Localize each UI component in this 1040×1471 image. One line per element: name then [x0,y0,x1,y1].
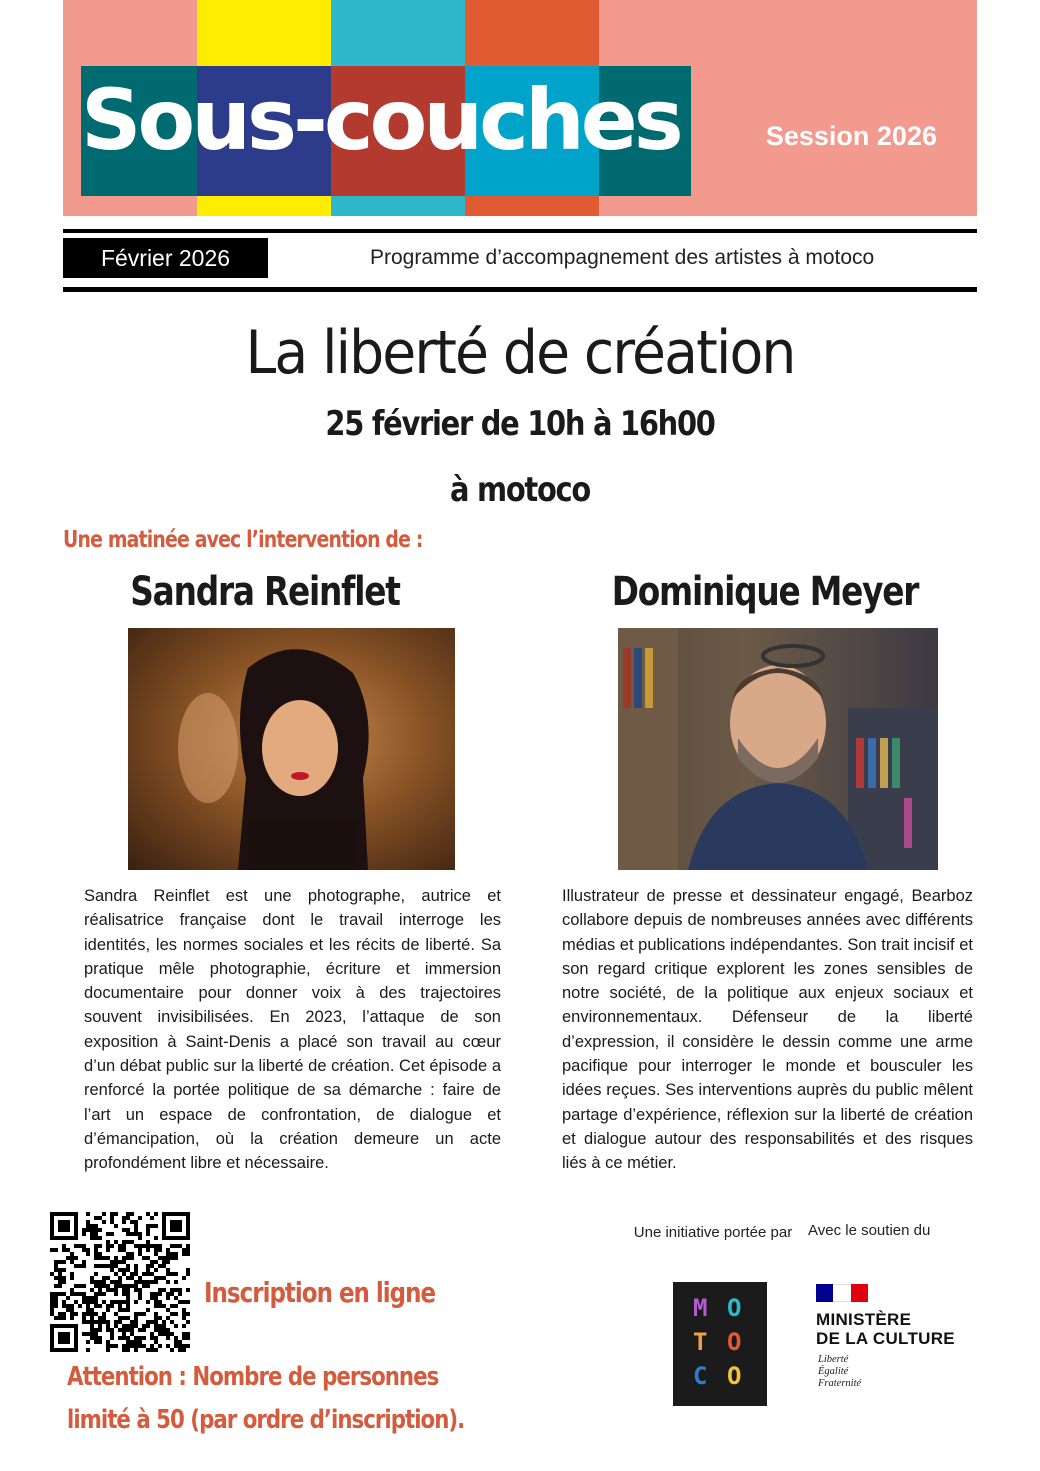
motto-egalite: Égalité [818,1366,849,1377]
warning-line-2: limité à 50 (par ordre d’inscription). [67,1405,465,1435]
intro-heading: Une matinée avec l’intervention de : [63,527,423,553]
speaker-name-left: Sandra Reinflet [130,569,400,615]
speaker-bio-right: Illustrateur de presse et dessinateur engagé, Bearboz collabore depuis de nombreuses années avec différents médias et publications indépendantes. Son trait incisif et son regard critique explorent les zones sensibles de notre société, de la politique aux enjeux sociaux et environnementaux. Défenseur de la liberté d’expression, il considère le dessin comme une arme pacifique pour interroger le monde et bousculer les idées reçues. Ses interventions auprès du public mêlent partage d’expérience, réflexion sur la liberté de création et dialogue autour des responsabilités et des risques liés à ce métier. [562,887,973,1173]
ministry-line-2: DE LA CULTURE [816,1329,955,1348]
motoco-letter-5: C [693,1362,708,1390]
motto-liberte: Liberté [818,1354,849,1365]
issue-date: Février 2026 [63,238,268,278]
speaker-photo-left [128,628,455,870]
speaker-photo-right [618,628,938,870]
speaker-name-right: Dominique Meyer [611,569,919,615]
speaker-bio-left: Sandra Reinflet est une photographe, autrice et réalisatrice française dont le travail interroge les identités, les normes sociales et les récits de liberté. Sa pratique mêle photographie, écriture et immersion documentaire pour donner voix à des trajectoires souvent invisibilisées. En 2023, l’attaque de son exposition à Saint-Denis a placé son travail au cœur d’un débat public sur la liberté de création. Cet épisode a renforcé la portée politique de sa démarche : faire de l’art un espace de confrontation, de dialogue et d’émancipation, où la création demeure un acte profondément libre et nécessaire. [84,887,501,1173]
motoco-letter-3: T [693,1328,708,1356]
event-title: La liberté de création [245,318,795,388]
warning-line-1: Attention : Nombre de personnes [67,1362,439,1392]
registration-link[interactable]: Inscription en ligne [204,1276,436,1309]
support-label: Avec le soutien du [808,1222,931,1239]
initiative-label: Une initiative portée par [633,1224,793,1241]
event-date: 25 février de 10h à 16h00 [325,404,715,444]
ministry-name [816,1310,955,1348]
banner-block-yellow [197,0,331,70]
marianne-flag-icon [816,1284,868,1302]
banner-block-orange-bottom [465,196,599,216]
publication-title: Sous-couches [81,71,680,169]
republic-motto [818,1354,861,1390]
session-label: Session 2026 [765,121,937,151]
motoco-letter-4: O [727,1328,742,1356]
event-place: à motoco [449,470,590,510]
program-subtitle: Programme d’accompagnement des artistes à motoco [370,246,875,269]
motoco-logo [673,1282,767,1406]
banner-block-yellow-bottom [197,196,331,216]
motoco-letter-6: O [727,1362,742,1390]
ministry-line-1: MINISTÈRE [816,1310,912,1329]
banner-block-cyan-bottom [331,196,465,216]
banner-block-cyan-top [331,0,465,70]
banner-block-orange-top [465,0,599,70]
bottom-rule [63,287,977,292]
header-banner [63,0,977,216]
motto-fraternite: Fraternité [818,1378,862,1389]
motoco-letter-1: M [693,1294,708,1322]
top-rule [63,229,977,233]
qr-code-icon[interactable] [50,1212,190,1352]
motoco-letter-2: O [727,1294,742,1322]
